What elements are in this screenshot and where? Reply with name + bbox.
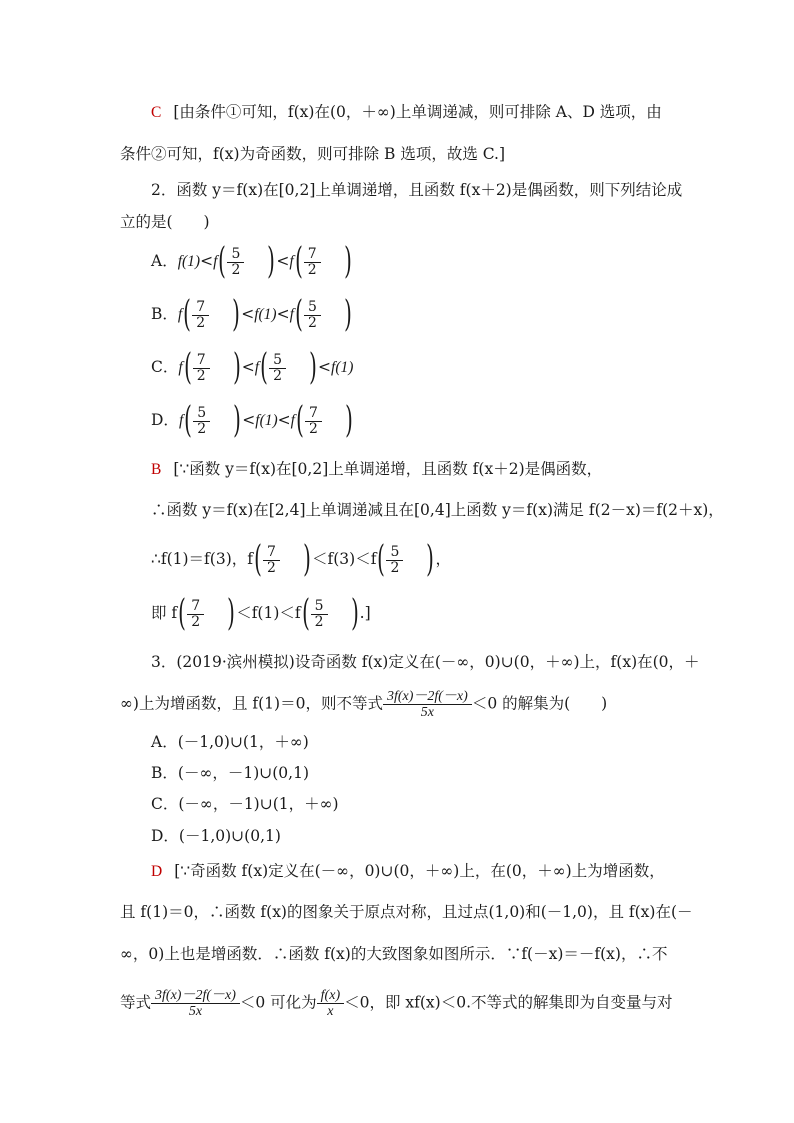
fraction-7-2: $\frac{7}{2}$	[306, 247, 319, 278]
inequality-fraction: $\frac{3f(x)-2f(-x)}{5x}$	[385, 689, 470, 720]
option-b-label: B．	[151, 305, 178, 323]
simplified-fraction: $\frac{f(x)}{x}$	[319, 988, 342, 1019]
q3-option-b: B．(－∞，－1)∪(0,1)	[151, 764, 309, 782]
fraction-5-2: $\frac{5}{2}$	[271, 353, 284, 384]
fraction-5-2: $\frac{5}{2}$	[306, 300, 319, 331]
q2-answer-letter: B	[151, 461, 162, 478]
q3-answer-line-4: 等式 $\frac{3f(x)-2f(-x)}{5x}$ ＜0 可化为 $\frac{f(x)}{x}$ ＜0，即 xf(x)＜0.不等式的解集即为自变量与对	[120, 988, 673, 1019]
q2-option-a: A．f(1)<f( $\frac{5}{2}$ )<f( $\frac{7}{2}$ )	[151, 241, 352, 282]
q1-answer-text-1: [由条件①可知，f(x)在(0，＋∞)上单调递减，则可排除 A、D 选项，由	[173, 103, 662, 121]
q2-answer-line-4: 即 f( $\frac{7}{2}$ )＜f(1)＜f( $\frac{5}{2}$ ).]	[151, 593, 371, 634]
q2-stem-line-2: 立的是( )	[120, 213, 210, 231]
q3-answer-line-2: 且 f(1)＝0，∴函数 f(x)的图象关于原点对称，且过点(1,0)和(－1,0)，且 f(x)在(－	[120, 903, 693, 921]
option-c-label: C．	[151, 358, 179, 376]
q1-answer-line-1	[151, 101, 662, 124]
q3-option-a: A．(－1,0)∪(1，＋∞)	[151, 733, 309, 751]
option-a-label: A．	[151, 252, 178, 270]
fraction-5-2: $\frac{5}{2}$	[388, 545, 401, 576]
q3-option-d: D．(－1,0)∪(0,1)	[151, 827, 281, 845]
q2-answer-text-1: [∵函数 y＝f(x)在[0,2]上单调递增，且函数 f(x＋2)是偶函数，	[173, 460, 603, 478]
fraction-7-2: $\frac{7}{2}$	[194, 300, 207, 331]
q2-answer-line-1	[151, 458, 602, 481]
fraction-7-2: $\frac{7}{2}$	[307, 406, 320, 437]
q2-option-b: B．f( $\frac{7}{2}$ )<f(1)<f( $\frac{5}{2}$ )	[151, 294, 352, 335]
fraction-5-2: $\frac{5}{2}$	[195, 406, 208, 437]
q1-answer-letter: C	[151, 104, 162, 121]
q2-answer-line-3: ∴f(1)＝f(3)，f( $\frac{7}{2}$ )＜f(3)＜f( $\frac{5}{2}$ )，	[151, 539, 451, 580]
inequality-fraction: $\frac{3f(x)-2f(-x)}{5x}$	[153, 988, 238, 1019]
fraction-5-2: $\frac{5}{2}$	[313, 599, 326, 630]
fraction-7-2: $\frac{7}{2}$	[265, 545, 278, 576]
q3-stem-line-1: 3．(2019·滨州模拟)设奇函数 f(x)定义在(－∞，0)∪(0，＋∞)上，f(x)在(0，＋	[151, 653, 700, 671]
q3-answer-text-1: [∵奇函数 f(x)定义在(－∞，0)∪(0，＋∞)上，在(0，＋∞)上为增函数，	[174, 862, 665, 880]
q3-option-c: C．(－∞，－1)∪(1，＋∞)	[151, 795, 339, 813]
option-d-label: D．	[151, 411, 179, 429]
q2-stem-line-1: 2．函数 y＝f(x)在[0,2]上单调递增，且函数 f(x＋2)是偶函数，则下列结论成	[151, 181, 683, 199]
q3-answer-line-3: ∞，0)上也是增函数．∴函数 f(x)的大致图象如图所示．∵f(－x)＝－f(x)，∴不	[120, 945, 668, 963]
q1-answer-line-2: 条件②可知，f(x)为奇函数，则可排除 B 选项，故选 C.]	[120, 145, 506, 163]
fraction-7-2: $\frac{7}{2}$	[195, 353, 208, 384]
q2-option-c: C．f( $\frac{7}{2}$ )<f( $\frac{5}{2}$ )<f(1)	[151, 347, 354, 388]
q3-stem-line-2: ∞)上为增函数，且 f(1)＝0，则不等式 $\frac{3f(x)-2f(-x)}{5x}$ ＜0 的解集为( )	[120, 689, 608, 720]
fraction-5-2: $\frac{5}{2}$	[229, 247, 242, 278]
q3-answer-line-1	[151, 860, 665, 883]
fraction-7-2: $\frac{7}{2}$	[189, 599, 202, 630]
q2-option-d: D．f( $\frac{5}{2}$ )<f(1)<f( $\frac{7}{2}$ )	[151, 400, 353, 441]
q2-answer-line-2: ∴函数 y＝f(x)在[2,4]上单调递减且在[0,4]上函数 y＝f(x)满足 f(2－x)＝f(2＋x)，	[151, 501, 724, 519]
q3-answer-letter: D	[151, 863, 163, 880]
